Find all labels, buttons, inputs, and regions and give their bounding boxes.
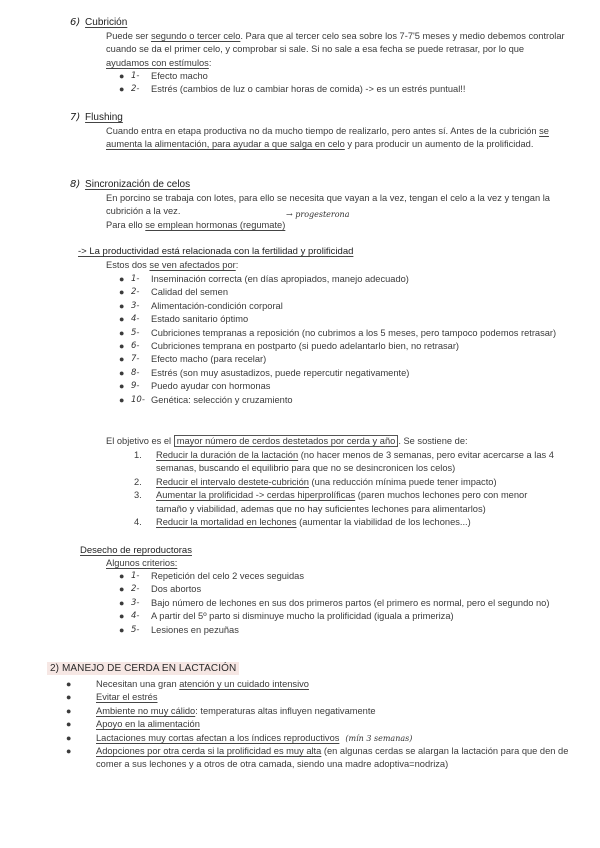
list-item: ● Evitar el estrés — [66, 692, 158, 703]
handwritten-note-min-weeks: (mín 3 semanas) — [345, 733, 413, 743]
list-item: ● 3- Alimentación-condición corporal — [119, 300, 283, 311]
productivity-intro — [106, 259, 568, 272]
culling-heading — [80, 544, 192, 557]
prod-underlined-text: se ven afectados por — [149, 260, 236, 270]
objective-boxed-text: mayor número de cerdos destetados por cerda y año — [174, 435, 399, 447]
lactation-list — [66, 678, 574, 772]
s7-text-2: y para producir un aumento de la prolificidad. — [344, 139, 534, 150]
list-item: ● 1- Inseminación correcta (en días apropiados, manejo adecuado) — [119, 274, 409, 284]
list-item: ● 1- Repetición del celo 2 veces seguidas — [119, 571, 304, 581]
list-item: ● 2- Calidad del semen — [119, 287, 229, 298]
list-item: ● Apoyo en la alimentación — [66, 719, 200, 730]
list-item: ● 5- Cubriciones tempranas a reposición (no cubrimos a los 5 meses, pero tampoco podemos retrasar) — [119, 327, 557, 338]
list-item: ● 9- Puedo ayudar con hormonas — [119, 381, 271, 392]
culling-criteria-list — [119, 570, 569, 637]
list-item: ● 4- A partir del 5º parto si disminuye mucho la prolificidad (iguala a primeriza) — [119, 611, 454, 622]
section-6-title — [70, 16, 127, 29]
culling-heading-text: Desecho de reproductoras — [80, 545, 192, 556]
objective-text: El objetivo es el — [106, 436, 174, 446]
list-item: ● Lactaciones muy cortas afectan a los índices reproductivos (mín 3 semanas) — [66, 732, 413, 743]
section-7-paragraph — [106, 125, 568, 152]
s7-underlined-text: se aumenta la alimentación, para ayudar a que salga en celo — [106, 126, 549, 150]
objective-text-2: . Se sostiene de: — [398, 436, 468, 446]
objective-line — [106, 435, 568, 448]
s7-text: Cuando entra en etapa productiva no da mucho tiempo de realizarlo, pero antes sí. Antes de la cubrición — [106, 126, 540, 136]
section-6-list — [119, 70, 569, 97]
list-item: ● Ambiente no muy cálido: temperaturas altas influyen negativamente — [66, 705, 376, 716]
section-6-paragraph — [106, 30, 568, 70]
section-7-title — [70, 111, 123, 124]
list-item: 2. Reducir el intervalo destete-cubrición (una reducción mínima puede tener impacto) — [134, 476, 497, 487]
productivity-heading-text: -> La productividad está relacionada con la fertilidad y prolificidad — [78, 246, 354, 257]
section-8-number: 8) — [70, 179, 81, 190]
list-item: ● 4- Estado sanitario óptimo — [119, 314, 249, 325]
productivity-heading — [78, 245, 353, 258]
list-item: ● 2- Estrés (cambios de luz o cambiar horas de comida) -> es un estrés puntual!! — [119, 84, 466, 95]
section-6-title-text: Cubrición — [85, 17, 128, 28]
list-item: ● 8- Estrés (son muy asustadizos, puede repercutir negativamente) — [119, 367, 410, 378]
section-2-heading: 2) MANEJO DE CERDA EN LACTACIÓN — [47, 662, 239, 675]
list-item: ● 1- Efecto macho — [119, 71, 208, 81]
list-item: ● 3- Bajo número de lechones en sus dos primeros partos (el primero es normal, pero el segundo no) — [119, 597, 550, 608]
s8-text-2: Para ello — [106, 220, 146, 230]
handwritten-note-progesterona: → progesterona — [286, 210, 350, 219]
section-8-title — [70, 178, 190, 191]
s6-text: Puede ser — [106, 31, 151, 41]
list-item: ● Adopciones por otra cerda si la prolificidad es muy alta (en algunas cerdas se alargan la lactación para que den de comer a sus lechones y a otros de otra camada, siendo una madre adoptiva=nodriza) — [66, 746, 569, 770]
section-6-number: 6) — [70, 17, 81, 28]
list-item: ● Necesitan una gran atención y un cuidado intensivo — [66, 679, 309, 689]
culling-subtitle — [106, 557, 568, 570]
prod-text-2: : — [235, 260, 239, 270]
list-item: 4. Reducir la mortalidad en lechones (aumentar la viabilidad de los lechones...) — [134, 517, 471, 528]
s6-underlined-text: segundo o tercer celo — [150, 31, 241, 41]
s6-underlined-text-2: ayudamos con estímulos — [106, 57, 209, 68]
s8-text: En porcino se trabaja con lotes, para ello se necesita que vayan a la vez, tengan el celo a la vez y tengan la cubrición a la vez. — [106, 193, 550, 217]
list-item: ● 10- Genética: selección y cruzamiento — [119, 394, 293, 405]
list-item: ● 7- Efecto macho (para recelar) — [119, 354, 267, 365]
objective-numbered-list — [134, 449, 560, 529]
culling-subtitle-text: Algunos criterios: — [106, 558, 178, 568]
list-item: 1. Reducir la duración de la lactación (no hacer menos de 3 semanas, pero evitar acercarse a las 4 semanas, buscando el equilibrio para que no se desincronicen los celos) — [134, 450, 554, 474]
prod-text: Estos dos — [106, 260, 150, 270]
section-7-title-text: Flushing — [85, 112, 123, 123]
section-7-number: 7) — [70, 112, 81, 123]
productivity-factors-list — [119, 273, 569, 407]
section-8-title-text: Sincronización de celos — [85, 179, 191, 190]
list-item: ● 2- Dos abortos — [119, 584, 202, 595]
list-item: ● 5- Lesiones en pezuñas — [119, 624, 239, 635]
list-item: ● 6- Cubriciones temprana en postparto (si puedo adelantarlo bien, no retrasar) — [119, 341, 460, 352]
list-item: 3. Aumentar la prolificidad -> cerdas hiperprolíficas (paren muchos lechones pero con menor tamaño y viabilidad, ademas que no hay suficientes lechones para alimentarlos) — [134, 490, 528, 514]
s8-underlined-text: se emplean hormonas (regumate) — [145, 220, 286, 230]
s6-text-3: : — [208, 57, 212, 68]
s6-text-2: . Para que al tercer celo sea sobre los 7-7'5 meses y medio debemos controlar cuando se da el primer celo, y comprobar si sale. Si no sale a esa fecha se puede retrasar, por lo que — [106, 31, 565, 55]
